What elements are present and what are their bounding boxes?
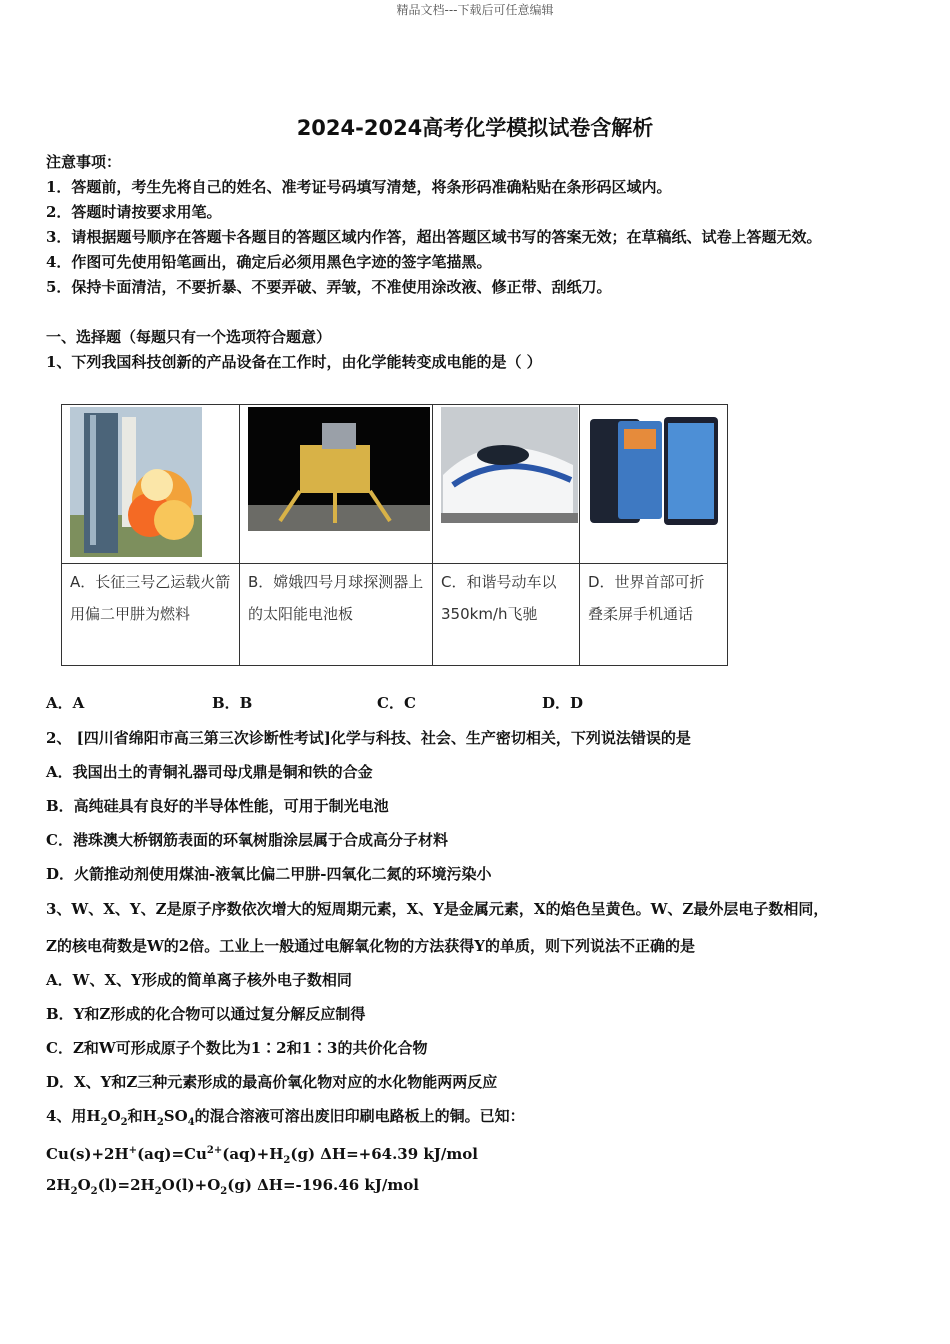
note-item: 2．答题时请按要求用笔。 [46,203,222,221]
image-cell-c [433,405,580,564]
q1-stem: 1、下列我国科技创新的产品设备在工作时，由化学能转变成电能的是（ ） [46,353,542,371]
lunar-lander-image [240,405,432,563]
high-speed-train-image [433,405,579,563]
page-header: 精品文档---下载后可任意编辑 [396,3,554,17]
q1-option-a[interactable]: A．A [46,694,85,712]
note-item: 5．保持卡面清洁，不要折暴、不要弄破、弄皱，不准使用涂改液、修正带、刮纸刀。 [46,278,612,296]
option-b-caption: B．嫦娥四号月球探测器上的太阳能电池板 [248,573,424,623]
note-item: 3．请根据题号顺序在答题卡各题目的答题区域内作答，超出答题区域书写的答案无效；在草稿纸、试卷上答题无效。 [46,228,822,246]
option-d-caption: D．世界首部可折叠柔屏手机通话 [588,573,705,623]
q1-image-table [61,404,728,666]
image-cell-a [62,405,240,564]
notes-title: 注意事项： [46,153,122,171]
q3-option-c[interactable]: C．Z和W可形成原子个数比为1∶2和1∶3的共价化合物 [46,1039,428,1057]
q1-option-b[interactable]: B．B [212,694,253,712]
q2-option-a[interactable]: A．我国出土的青铜礼器司母戊鼎是铜和铁的合金 [46,763,373,781]
note-item: 1．答题前，考生先将自己的姓名、准考证号码填写清楚，将条形码准确粘贴在条形码区域内。 [46,178,672,196]
q2-option-b[interactable]: B．高纯硅具有良好的半导体性能，可用于制光电池 [46,797,389,815]
option-c-caption: C．和谐号动车以350km/h飞驰 [441,573,557,623]
folding-phone-image [580,405,727,563]
rocket-launch-image [62,405,239,563]
option-a-caption: A．长征三号乙运载火箭用偏二甲肼为燃料 [70,573,231,623]
image-cell-b [240,405,433,564]
q2-option-d[interactable]: D．火箭推动剂使用煤油-液氧比偏二甲肼-四氧化二氮的环境污染小 [46,865,492,883]
q4-equation-1: $Cu(s)+2H^+(aq)=Cu^{2+}(aq)+H_2(g)$ ΔH=+64.39 kJ/mol [46,1145,478,1166]
q2-stem: 2、 [四川省绵阳市高三第三次诊断性考试]化学与科技、社会、生产密切相关，下列说法错误的是 [46,729,691,747]
q2-option-c[interactable]: C．港珠澳大桥钢筋表面的环氧树脂涂层属于合成高分子材料 [46,831,448,849]
section-heading: 一、选择题（每题只有一个选项符合题意） [46,328,332,346]
q3-option-b[interactable]: B．Y和Z形成的化合物可以通过复分解反应制得 [46,1005,366,1023]
q3-stem-line1: 3、W、X、Y、Z是原子序数依次增大的短周期元素，X、Y是金属元素，X的焰色呈黄色。W、Z最外层电子数相同， [46,900,829,918]
q3-stem-line2: Z的核电荷数是W的2倍。工业上一般通过电解氧化物的方法获得Y的单质，则下列说法不正确的是 [46,937,695,955]
q4-equation-2: $2H_2O_2(l)=2H_2O(l)+O_2(g)$ ΔH=-196.46 kJ/mol [46,1176,419,1197]
image-cell-d [580,405,728,564]
q3-option-a[interactable]: A．W、X、Y形成的简单离子核外电子数相同 [46,971,352,989]
q1-option-d[interactable]: D．D [542,694,584,712]
page-title: 2024-2024高考化学模拟试卷含解析 [296,116,654,140]
note-item: 4．作图可先使用铅笔画出，确定后必须用黑色字迹的签字笔描黑。 [46,253,492,271]
q3-option-d[interactable]: D．X、Y和Z三种元素形成的最高价氧化物对应的水化物能两两反应 [46,1073,498,1091]
q4-stem: 4、用$H_2O_2$和$H_2SO_4$的混合溶液可溶出废旧印刷电路板上的铜。已知： [46,1107,525,1128]
q1-option-c[interactable]: C．C [377,694,416,712]
